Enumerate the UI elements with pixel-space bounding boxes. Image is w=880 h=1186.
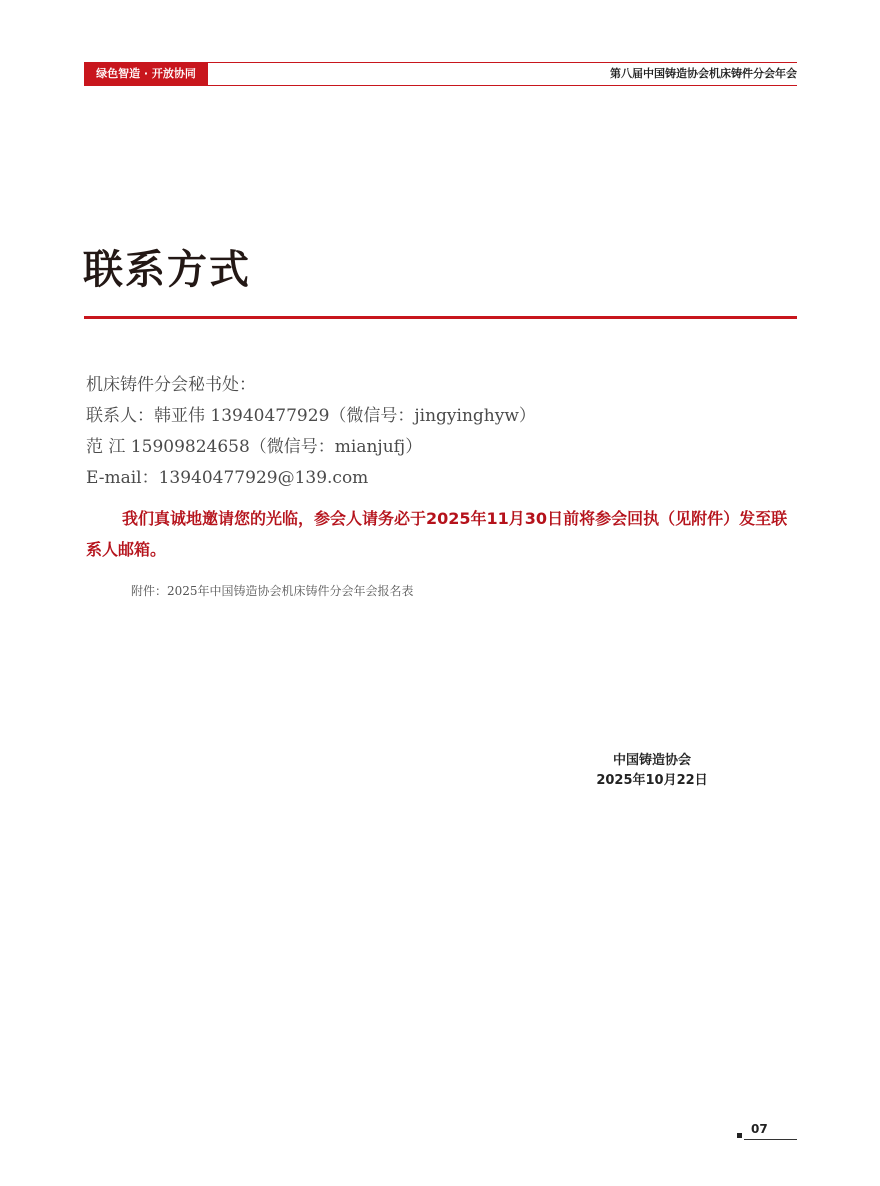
header-divider [208, 63, 210, 85]
page-title: 联系方式 [83, 247, 251, 293]
contact-block [86, 370, 536, 494]
page-marker-icon [737, 1133, 742, 1138]
contact-office: 机床铸件分会秘书处： [86, 375, 256, 395]
contact-email: E-mail：13940477929@139.com [86, 468, 369, 488]
signature-org: 中国铸造协会 [612, 753, 691, 768]
signature-date: 2025年10月22日 [596, 773, 708, 788]
title-divider [84, 316, 797, 319]
page-footer [737, 1122, 797, 1142]
header-tag: 绿色智造 · 开放协同 [84, 63, 208, 85]
page-number-rule [744, 1139, 797, 1140]
attachment-note: 附件：2025年中国铸造协会机床铸件分会年会报名表 [131, 584, 414, 598]
page-header [84, 62, 797, 86]
page-number: 07 [751, 1122, 768, 1136]
contact-person-2: 范 江 15909824658（微信号：mianjufj） [86, 437, 423, 457]
contact-person-1: 联系人：韩亚伟 13940477929（微信号：jingyinghyw） [86, 406, 536, 426]
header-event-title: 第八届中国铸造协会机床铸件分会年会 [610, 67, 797, 80]
invitation-text: 我们真诚地邀请您的光临，参会人请务必于2025年11月30日前将参会回执（见附件）发至联系人邮箱。 [86, 509, 788, 559]
signature-block [592, 751, 712, 791]
